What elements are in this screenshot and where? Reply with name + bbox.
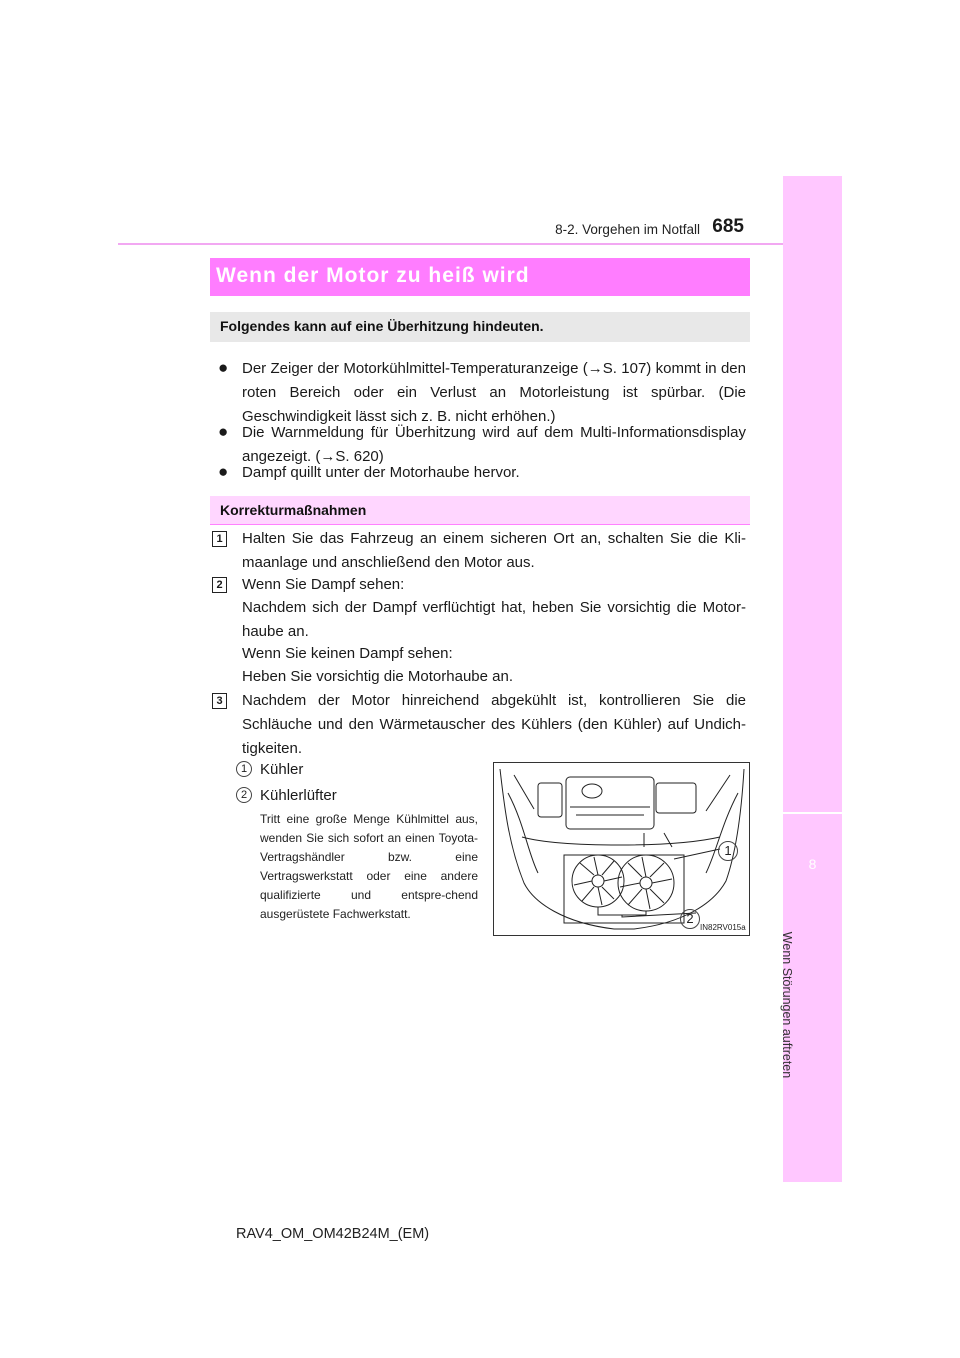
- illustration-callout-1: 1: [718, 841, 738, 861]
- section-header: 8-2. Vorgehen im Notfall: [555, 222, 700, 237]
- step-2-action-no-steam: Heben Sie vorsichtig die Motorhaube an.: [242, 668, 513, 685]
- bullet-icon: ●: [218, 422, 229, 441]
- coolant-leak-note: Tritt eine große Menge Kühlmittel aus, wenden Sie sich sofort an einen Toyota-Vertragshändler bzw. eine Vertragswerkstatt oder eine andere qualifizierte und entspre-chend ausgerüstete Fachwerkstatt.: [260, 812, 478, 921]
- legend-label-radiator-fan: Kühlerlüfter: [260, 787, 337, 804]
- symptom-bullet-3: Dampf quillt unter der Motorhaube hervor.: [242, 464, 520, 481]
- legend-label-radiator: Kühler: [260, 761, 304, 778]
- engine-radiator-illustration: [493, 762, 750, 936]
- bullet-icon: ●: [218, 358, 229, 377]
- symptoms-heading: Folgendes kann auf eine Überhitzung hindeuten.: [220, 318, 544, 334]
- illustration-callout-2: 2: [680, 909, 700, 929]
- bullet-icon: ●: [218, 462, 229, 481]
- symptom-bullet-1: Der Zeiger der Motorkühlmittel-Temperaturanzeige (→S. 107) kommt in den roten Bereich oder ein Verlust an Motorleistung ist spürbar. (Die Geschwindigkeit lässt sich z. B. nicht erhöhen.): [242, 360, 746, 425]
- chapter-number: 8: [808, 856, 817, 872]
- corrective-heading-underline: [210, 524, 750, 525]
- step-1-text: Halten Sie das Fahrzeug an einem sicheren Ort an, schalten Sie die Kli-maanlage und anschließend den Motor aus.: [242, 530, 746, 571]
- corrective-heading: Korrekturmaßnahmen: [220, 502, 367, 518]
- step-3-text: Nachdem der Motor hinreichend abgekühlt ist, kontrollieren Sie die Schläuche und den Wärmetauscher des Kühlers (den Kühler) auf Undich-tigkeiten.: [242, 692, 746, 757]
- legend-number-2: 2: [236, 787, 252, 803]
- engine-bay-drawing: [494, 763, 749, 935]
- page-title: Wenn der Motor zu heiß wird: [216, 264, 530, 287]
- step-number-1: 1: [212, 531, 227, 547]
- symptom-bullet-2: Die Warnmeldung für Überhitzung wird auf dem Multi-Informationsdisplay angezeigt. (→S. 620): [242, 424, 746, 465]
- step-2-action-steam: Nachdem sich der Dampf verflüchtigt hat, heben Sie vorsichtig die Motor-haube an.: [242, 599, 746, 640]
- header-divider: [118, 243, 842, 245]
- step-2-condition-steam: Wenn Sie Dampf sehen:: [242, 576, 405, 593]
- chapter-tab-upper: [783, 176, 842, 812]
- step-number-2: 2: [212, 577, 227, 593]
- illustration-code: IN82RV015a: [700, 923, 746, 932]
- legend-number-1: 1: [236, 761, 252, 777]
- document-code-footer: RAV4_OM_OM42B24M_(EM): [236, 1226, 430, 1242]
- page-number: 685: [712, 216, 744, 237]
- step-number-3: 3: [212, 693, 227, 709]
- step-2-condition-no-steam: Wenn Sie keinen Dampf sehen:: [242, 645, 453, 662]
